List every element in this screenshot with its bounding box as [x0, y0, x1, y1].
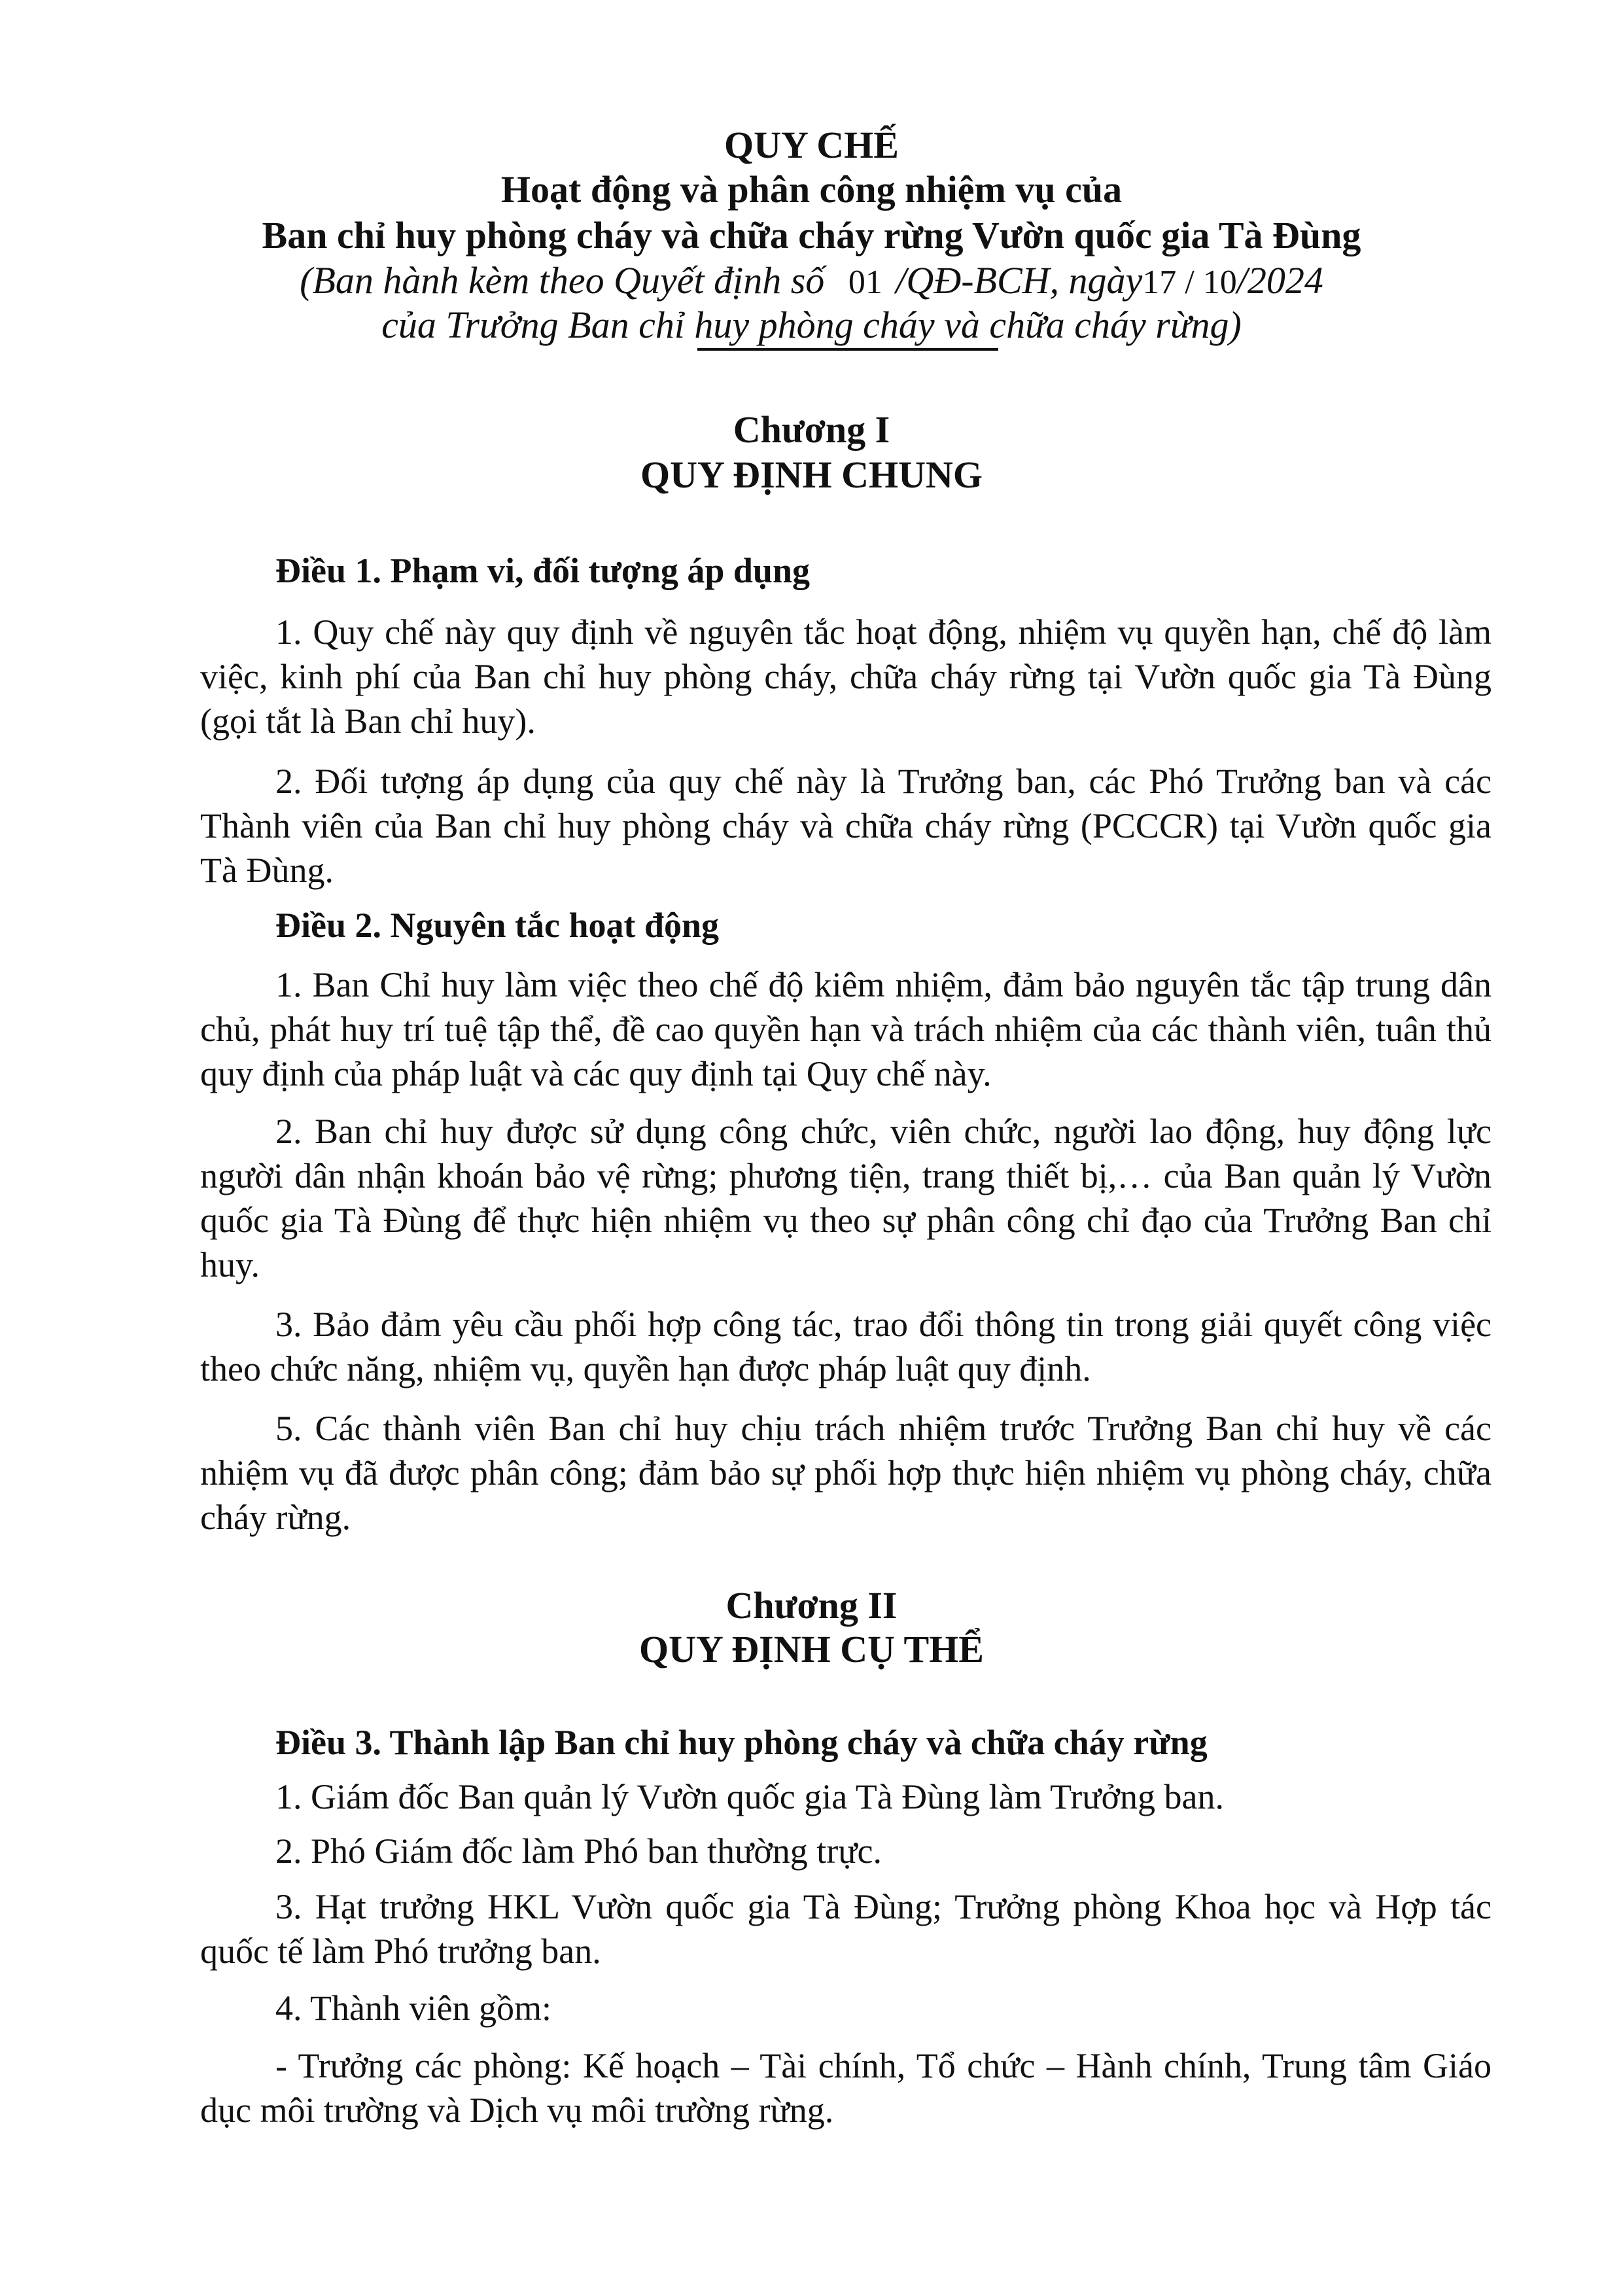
issuance-line-2: của Trưởng Ban chỉ huy phòng cháy và chữa cháy rừng): [381, 304, 1242, 346]
chapter1-label: Chương I: [733, 408, 890, 451]
article2-paragraph-5: 5. Các thành viên Ban chỉ huy chịu trách nhiệm trước Trưởng Ban chỉ huy về các nhiệm vụ đã được phân công; đảm bảo sự phối hợp thực hiện nhiệm vụ phòng cháy, chữa cháy rừng.: [200, 1409, 1492, 1537]
article1-paragraph-1: 1. Quy chế này quy định về nguyên tắc hoạt động, nhiệm vụ quyền hạn, chế độ làm việc, kinh phí của Ban chỉ huy phòng cháy, chữa cháy rừng tại Vườn quốc gia Tà Đùng (gọi tắt là Ban chỉ huy).: [200, 612, 1492, 741]
chapter2-title: QUY ĐỊNH CỤ THỂ: [639, 1628, 984, 1670]
article2-paragraph-2: 2. Ban chỉ huy được sử dụng công chức, viên chức, người lao động, huy động lực người dân nhận khoán bảo vệ rừng; phương tiện, trang thiết bị,… của Ban quản lý Vườn quốc gia Tà Đùng để thực hiện nhiệm vụ theo sự phân công chỉ đạo của Trưởng Ban chỉ huy.: [200, 1112, 1492, 1284]
article3-item-4: 4. Thành viên gồm:: [275, 1988, 551, 2028]
article3-item-1: 1. Giám đốc Ban quản lý Vườn quốc gia Tà Đùng làm Trưởng ban.: [275, 1777, 1225, 1816]
document-title: QUY CHẾ: [724, 124, 899, 166]
article3-heading: Điều 3. Thành lập Ban chỉ huy phòng cháy và chữa cháy rừng: [275, 1723, 1208, 1762]
decision-number: 01: [848, 264, 882, 301]
article3-item-3: 3. Hạt trưởng HKL Vườn quốc gia Tà Đùng; Trưởng phòng Khoa học và Hợp tác quốc tế làm Phó trưởng ban.: [200, 1887, 1492, 1971]
chapter1-title: QUY ĐỊNH CHUNG: [640, 453, 983, 496]
article1-paragraph-2: 2. Đối tượng áp dụng của quy chế này là Trưởng ban, các Phó Trưởng ban và các Thành viên của Ban chỉ huy phòng cháy và chữa cháy rừng (PCCCR) tại Vườn quốc gia Tà Đùng.: [200, 762, 1492, 890]
article3-item-5: - Trưởng các phòng: Kế hoạch – Tài chính, Tổ chức – Hành chính, Trung tâm Giáo dục môi trường và Dịch vụ môi trường rừng.: [200, 2046, 1492, 2130]
article2-heading: Điều 2. Nguyên tắc hoạt động: [275, 906, 720, 945]
chapter2-label: Chương II: [725, 1584, 898, 1627]
issuance-prefix: (Ban hành kèm theo Quyết định số: [300, 259, 825, 302]
document-subtitle-1: Hoạt động và phân công nhiệm vụ của: [500, 168, 1123, 211]
issuance-middle: /QĐ-BCH, ngày: [896, 259, 1143, 302]
issue-day-month: 17 / 10: [1142, 264, 1237, 301]
article1-heading: Điều 1. Phạm vi, đối tượng áp dụng: [275, 551, 810, 590]
article2-paragraph-3: 3. Bảo đảm yêu cầu phối hợp công tác, trao đổi thông tin trong giải quyết công việc theo chức năng, nhiệm vụ, quyền hạn được pháp luật quy định.: [200, 1305, 1492, 1388]
document-subtitle-2: Ban chỉ huy phòng cháy và chữa cháy rừng Vườn quốc gia Tà Đùng: [262, 214, 1361, 256]
article3-item-2: 2. Phó Giám đốc làm Phó ban thường trực.: [275, 1831, 882, 1871]
header-underline: [697, 348, 998, 351]
issuance-line-1: [0, 258, 1623, 302]
article2-paragraph-1: 1. Ban Chỉ huy làm việc theo chế độ kiêm nhiệm, đảm bảo nguyên tắc tập trung dân chủ, phát huy trí tuệ tập thể, đề cao quyền hạn và trách nhiệm của các thành viên, tuân thủ quy định của pháp luật và các quy định tại Quy chế này.: [200, 965, 1492, 1093]
issue-year: /2024: [1236, 259, 1323, 302]
